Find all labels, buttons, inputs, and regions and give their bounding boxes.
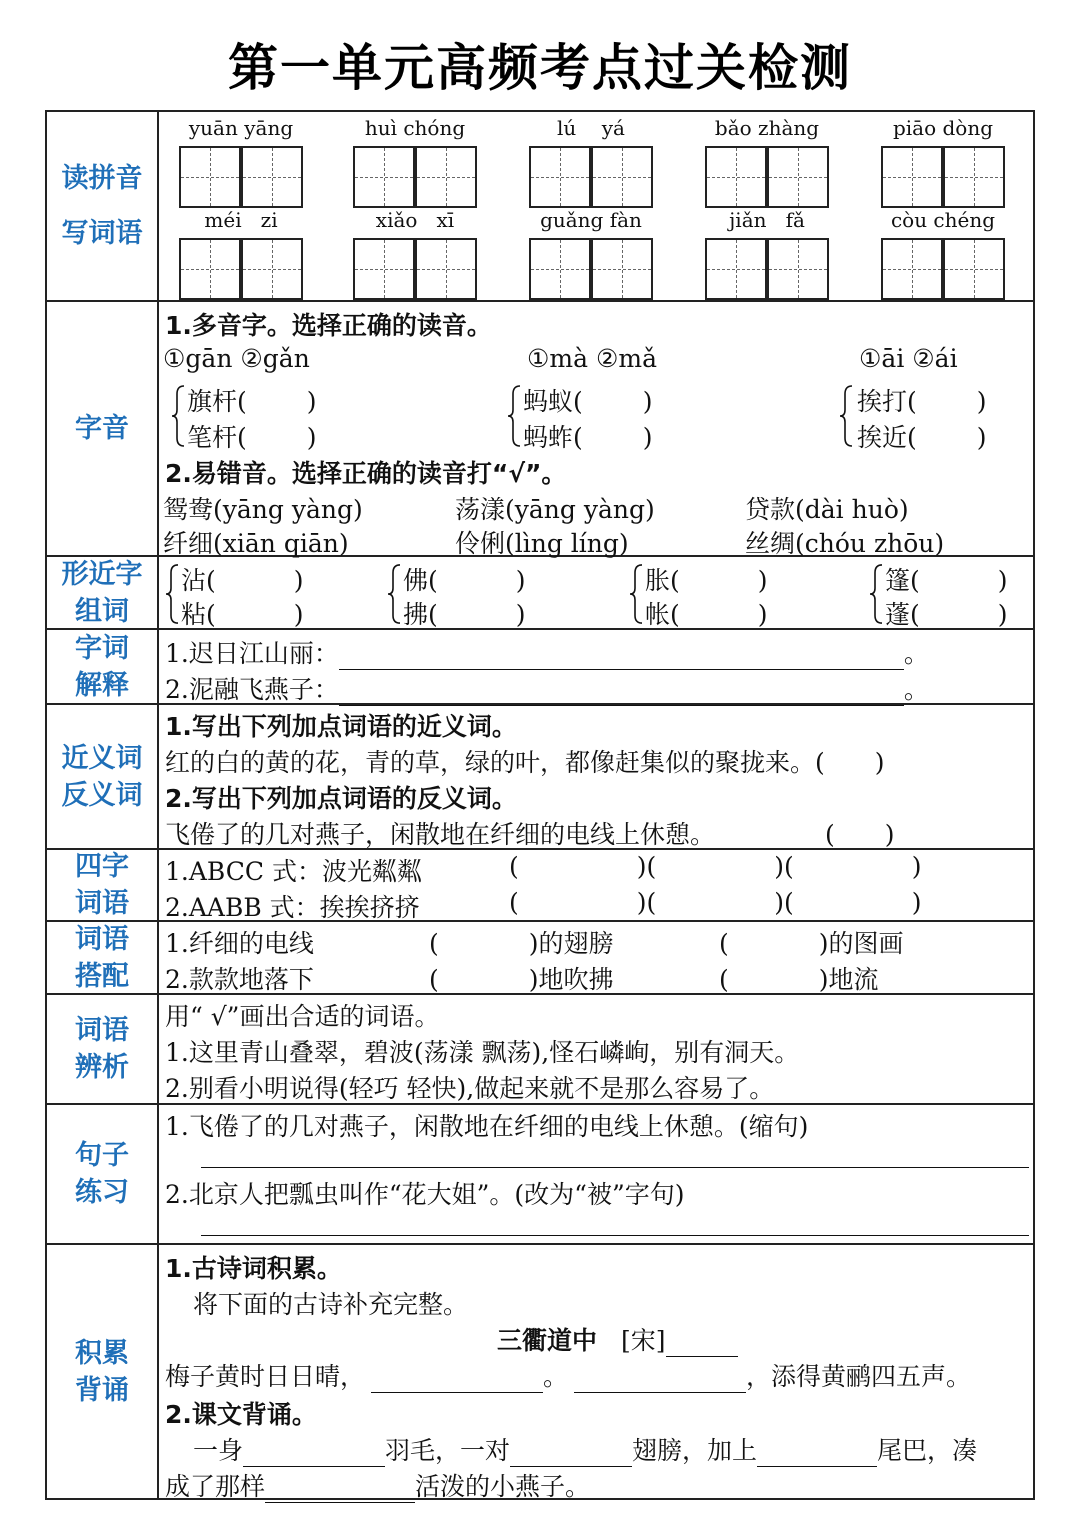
- question-text[interactable]: 2.别看小明说得(轻巧 轻快),做起来就不是那么容易了。: [165, 1074, 775, 1103]
- row-sizi: [47, 850, 1033, 922]
- tianzige-box[interactable]: [353, 238, 415, 300]
- pinyin-text: yuān yāng: [188, 116, 294, 140]
- instruction: 用“ √”画出合适的词语。: [165, 1002, 440, 1031]
- character: 沾: [181, 566, 207, 595]
- pinyin-text: lú yá: [557, 116, 625, 140]
- pinyin-options[interactable]: (lìng líng): [505, 529, 629, 558]
- poem-title: 三衢道中: [497, 1326, 598, 1355]
- tianzige-box[interactable]: [415, 238, 477, 300]
- pinyin-text: bǎo zhàng: [714, 116, 820, 140]
- label-line: 练习: [75, 1177, 129, 1208]
- page-title: 第一单元高频考点过关检测: [228, 39, 852, 97]
- section-label-juzi: [47, 1105, 159, 1243]
- brace-icon: [839, 384, 853, 448]
- word: 笔杆: [187, 423, 238, 452]
- pinyin-text: huì chóng: [364, 116, 466, 140]
- answer-blank[interactable]: [216, 605, 294, 631]
- answer-blank[interactable]: [247, 392, 307, 418]
- label-line: 字词: [75, 632, 129, 664]
- answer-line[interactable]: [339, 680, 904, 706]
- answer-blank[interactable]: [583, 428, 643, 454]
- phrase-end: )的图画: [818, 929, 904, 958]
- brace-icon: [629, 563, 643, 625]
- answer-blank[interactable]: [216, 571, 294, 597]
- answer-blank[interactable]: [247, 428, 307, 454]
- poem-line-end: ，添得黄鹂四五声。: [746, 1362, 972, 1391]
- label-line: 反义词: [61, 779, 143, 811]
- recite-text: 翅膀，加上: [632, 1436, 758, 1465]
- word: 挨近: [857, 423, 908, 452]
- tianzige-box[interactable]: [881, 238, 943, 300]
- section-label-xingjin: [47, 557, 159, 628]
- tianzige-box[interactable]: [415, 146, 477, 208]
- tianzige-box[interactable]: [767, 238, 829, 300]
- word: 伶俐: [455, 529, 506, 558]
- tianzige-box[interactable]: [591, 238, 653, 300]
- answer-line[interactable]: [201, 1167, 1029, 1168]
- pinyin-options[interactable]: (yāng yàng): [505, 495, 655, 524]
- question-text: 1.纤细的电线: [165, 929, 314, 958]
- word: 荡漾: [455, 495, 506, 524]
- tianzige-box[interactable]: [241, 146, 303, 208]
- row-bianxi: [47, 995, 1033, 1105]
- label-line: 组词: [75, 595, 129, 627]
- tianzige-box[interactable]: [353, 146, 415, 208]
- answer-blank[interactable]: [438, 605, 516, 631]
- worksheet-table: [45, 110, 1035, 1500]
- recite-text: 羽毛，一对: [385, 1436, 511, 1465]
- answer-blank[interactable]: [835, 825, 885, 851]
- brace-icon: [171, 384, 185, 448]
- tianzige-box[interactable]: [179, 238, 241, 300]
- recite-text: 成了那样: [165, 1472, 266, 1501]
- question-text: 2.款款地落下: [165, 965, 314, 994]
- tianzige-box[interactable]: [943, 238, 1005, 300]
- character: 胀: [645, 566, 671, 595]
- options-line: ①āi ②ái: [859, 344, 958, 373]
- section-label-pinyin: [47, 112, 159, 300]
- pinyin-text: guǎng fàn: [540, 208, 642, 232]
- label-line: 词语: [75, 1015, 129, 1046]
- question-text: 1.迟日江山丽：: [165, 639, 339, 668]
- label-line: 写词语: [61, 218, 143, 249]
- character: 佛: [403, 566, 429, 595]
- label-line: 辨析: [75, 1052, 129, 1083]
- answer-line[interactable]: [243, 1441, 385, 1467]
- poem-dynasty: [宋]: [621, 1326, 666, 1355]
- tianzige-box[interactable]: [529, 146, 591, 208]
- answer-blanks[interactable]: ( )( )( ): [509, 852, 922, 881]
- label-line: 读拼音: [61, 163, 143, 194]
- instruction: 将下面的古诗补充完整。: [193, 1290, 469, 1319]
- answer-line[interactable]: [510, 1441, 632, 1467]
- tianzige-box[interactable]: [705, 146, 767, 208]
- brace-icon: [387, 563, 401, 625]
- label-line: 形近字: [61, 558, 143, 590]
- question-text[interactable]: 1.这里青山叠翠，碧波(荡漾 飘荡),怪石嶙峋，别有洞天。: [165, 1038, 800, 1067]
- answer-blank[interactable]: [438, 571, 516, 597]
- character: 蓬: [885, 600, 911, 629]
- tianzige-box[interactable]: [705, 238, 767, 300]
- section-label-sizi: [47, 850, 159, 920]
- answer-line[interactable]: [757, 1441, 877, 1467]
- poem-separator: 。: [543, 1362, 569, 1391]
- pinyin-grid: [159, 112, 1033, 300]
- question-text: 1.飞倦了的几对燕子，闲散地在纤细的电线上休憩。(缩句): [165, 1112, 809, 1141]
- label-line: 近义词: [61, 742, 143, 774]
- recite-text: 尾巴，凑: [877, 1436, 978, 1465]
- section-label-ziyin: [47, 302, 159, 555]
- question-title: 2.易错音。选择正确的读音打“√”。: [165, 459, 567, 488]
- question-text: 1.ABCC 式：波光粼粼: [165, 857, 422, 886]
- question-text: 2.泥融飞燕子：: [165, 675, 339, 704]
- answer-blank[interactable]: [917, 428, 977, 454]
- pinyin-text: xiǎo xī: [375, 208, 455, 232]
- label-line: 句子: [75, 1140, 129, 1171]
- tianzige-box[interactable]: [591, 146, 653, 208]
- row-dapei: 词语 搭配 1.纤细的电线 ( )的翅膀 ( )的图画 2.款款地落下 ( )地吹拂 ( )地流: [47, 922, 1033, 995]
- label-line: 字音: [75, 413, 129, 444]
- recite-text: 活泼的小燕子。: [415, 1472, 591, 1501]
- word: 挨打: [857, 387, 908, 416]
- word: 贷款: [745, 495, 796, 524]
- answer-line[interactable]: [265, 1477, 415, 1503]
- pinyin-text: piāo dòng: [892, 116, 994, 140]
- word: 纤细: [163, 529, 214, 558]
- section-label-jilei: [47, 1245, 159, 1498]
- word: 旗杆: [187, 387, 238, 416]
- section-label-jieshi: [47, 630, 159, 703]
- brace-icon: [507, 384, 521, 448]
- label-line: 四字: [75, 851, 129, 882]
- tianzige-box[interactable]: [241, 238, 303, 300]
- character: 帐: [645, 600, 671, 629]
- tianzige-box[interactable]: [943, 146, 1005, 208]
- answer-blank[interactable]: [825, 753, 875, 779]
- phrase-end: )地吹拂: [528, 965, 614, 994]
- row-jilei: [47, 1245, 1033, 1501]
- word: 蚂蚁: [523, 387, 574, 416]
- brace-icon: [869, 563, 883, 625]
- answer-blank[interactable]: [917, 392, 977, 418]
- answer-blank[interactable]: [920, 571, 998, 597]
- row-juzi: [47, 1105, 1033, 1245]
- section-label-dapei: [47, 922, 159, 993]
- recite-text: 一身: [193, 1436, 244, 1465]
- row-jinyi: 近义词 反义词 1.写出下列加点词语的近义词。 红的白的黄的花，青的草，绿的叶，都像赶集似的聚拢来。( ) 2.写出下列加点词语的反义词。 飞倦了的几对燕子，闲散地在纤细的电线上休憩。 ( ): [47, 705, 1033, 850]
- author-blank[interactable]: [666, 1331, 738, 1357]
- tianzige-box[interactable]: [179, 146, 241, 208]
- answer-blank[interactable]: [680, 571, 758, 597]
- answer-line[interactable]: [574, 1367, 746, 1393]
- question-title: 2.课文背诵。: [165, 1400, 317, 1429]
- phrase-end: )的翅膀: [528, 929, 614, 958]
- pinyin-options[interactable]: (dài huò): [795, 495, 909, 524]
- answer-blank[interactable]: [680, 605, 758, 631]
- options-line: ①gān ②gǎn: [163, 344, 310, 373]
- tianzige-box[interactable]: [881, 146, 943, 208]
- character: 粘: [181, 600, 207, 629]
- poem-line-start: 梅子黄时日日晴，: [165, 1362, 366, 1391]
- pinyin-text: còu chéng: [890, 208, 996, 232]
- tianzige-box[interactable]: [767, 146, 829, 208]
- question-title: 1.写出下列加点词语的近义词。: [165, 712, 517, 741]
- question-text: 2.北京人把瓢虫叫作“花大姐”。(改为“被”字句): [165, 1180, 685, 1209]
- row-ziyin: 字音 1.多音字。选择正确的读音。 ①gān ②gǎn ①mà ②mǎ ①āi ②ái 旗杆( ) 笔杆( ) 蚂蚁( ) 蚂蚱( ) 挨打( ) 挨近( ) 2.易错音。选择正确的读音打“√”。 鸳鸯(yāng yàng) 荡漾(yāng yàng) 贷款(dài huò) 纤细(xiān qiān) 伶俐(lìng líng) 丝绸(chóu zhōu): [47, 302, 1033, 557]
- character: 篷: [885, 566, 911, 595]
- brace-icon: [165, 563, 179, 625]
- tianzige-box[interactable]: [529, 238, 591, 300]
- answer-line[interactable]: [371, 1367, 543, 1393]
- row-jieshi: 字词 解释 1.迟日江山丽： 。 2.泥融飞燕子： 。: [47, 630, 1033, 705]
- word: 丝绸: [745, 529, 796, 558]
- row-xingjin: 形近字 组词 沾( ) 粘( ) 佛( ) 拂( ) 胀( ) 帐( ) 篷( ) 蓬( ): [47, 557, 1033, 630]
- answer-blanks[interactable]: ( )( )( ): [509, 888, 922, 917]
- section-label-jinyi: [47, 705, 159, 848]
- question-title: 1.古诗词积累。: [165, 1254, 342, 1283]
- answer-blank[interactable]: [920, 605, 998, 631]
- label-line: 词语: [75, 923, 129, 955]
- word: 鸳鸯: [163, 495, 214, 524]
- word: 蚂蚱: [523, 423, 574, 452]
- pinyin-options[interactable]: (chóu zhōu): [795, 529, 945, 558]
- question-text: 2.AABB 式：挨挨挤挤: [165, 893, 420, 922]
- label-line: 词语: [75, 888, 129, 919]
- sentence: 飞倦了的几对燕子，闲散地在纤细的电线上休憩。: [165, 820, 716, 849]
- pinyin-options[interactable]: (yāng yàng): [213, 495, 363, 524]
- row-pinyin: [47, 112, 1033, 302]
- label-line: 背诵: [75, 1374, 129, 1406]
- answer-line[interactable]: [201, 1235, 1029, 1236]
- sentence: 红的白的黄的花，青的草，绿的叶，都像赶集似的聚拢来。: [165, 748, 816, 777]
- label-line: 搭配: [75, 960, 129, 992]
- pinyin-text: jiǎn fǎ: [729, 208, 805, 232]
- pinyin-options[interactable]: (xiān qiān): [213, 529, 349, 558]
- answer-blank[interactable]: [583, 392, 643, 418]
- answer-line[interactable]: [339, 644, 904, 670]
- pinyin-text: méi zi: [204, 208, 278, 232]
- section-label-bianxi: [47, 995, 159, 1103]
- label-line: 积累: [75, 1337, 129, 1369]
- character: 拂: [403, 600, 429, 629]
- question-title: 2.写出下列加点词语的反义词。: [165, 784, 517, 813]
- label-line: 解释: [75, 669, 129, 701]
- options-line: ①mà ②mǎ: [527, 344, 657, 373]
- phrase-end: )地流: [818, 965, 879, 994]
- question-title: 1.多音字。选择正确的读音。: [165, 311, 492, 340]
